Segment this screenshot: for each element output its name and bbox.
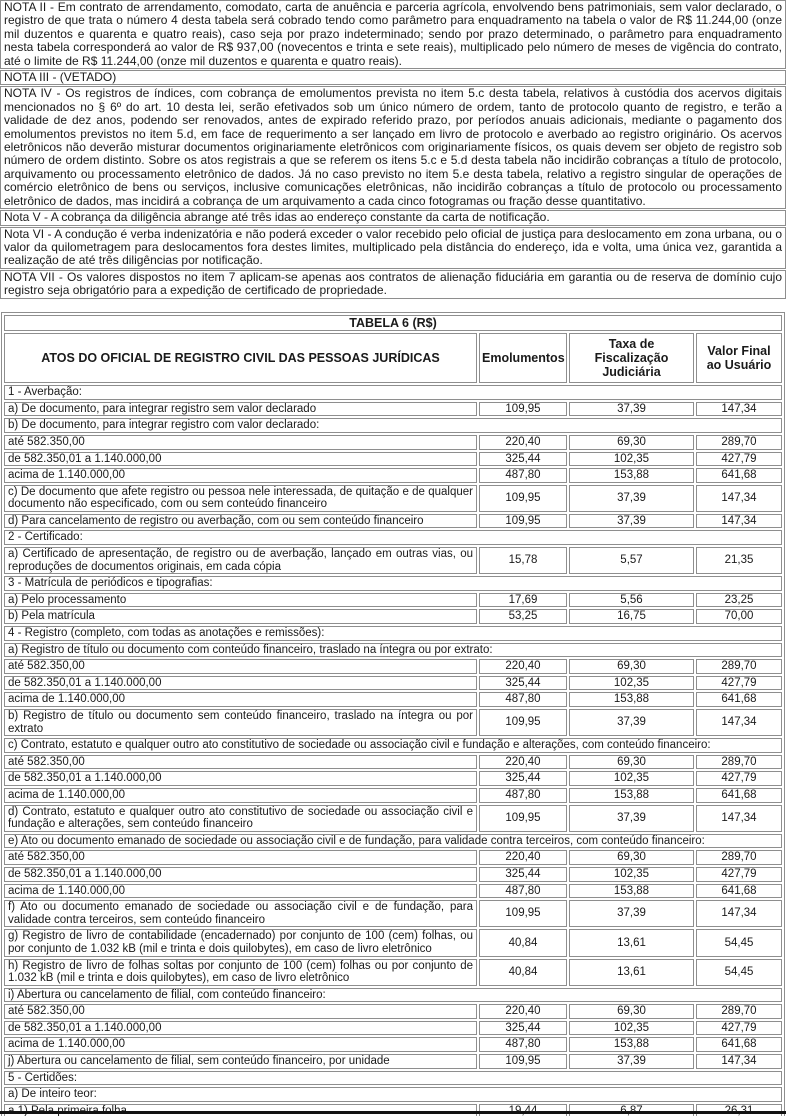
taxa-value: 37,39 bbox=[569, 709, 694, 736]
row-label: a) Certificado de apresentação, de registro ou de averbação, lançado em outras vias, ou reproduções de documentos originais, em cada cópia bbox=[4, 547, 477, 574]
fee-table-body bbox=[4, 385, 782, 1116]
table-row bbox=[4, 452, 782, 467]
valor-final-value: 289,70 bbox=[696, 435, 782, 450]
table-row bbox=[4, 402, 782, 417]
valor-final-value: 641,68 bbox=[696, 884, 782, 899]
table-row bbox=[4, 805, 782, 832]
table-title-row bbox=[4, 315, 782, 332]
row-label: até 582.350,00 bbox=[4, 435, 477, 450]
emolumentos-value: 17,69 bbox=[479, 593, 567, 608]
table-header-row bbox=[4, 333, 782, 383]
valor-final-value: 147,34 bbox=[696, 709, 782, 736]
emolumentos-value: 487,80 bbox=[479, 884, 567, 899]
taxa-value: 153,88 bbox=[569, 692, 694, 707]
taxa-value: 153,88 bbox=[569, 788, 694, 803]
section-label: 3 - Matrícula de periódicos e tipografias: bbox=[4, 576, 782, 591]
section-row bbox=[4, 418, 782, 433]
table-row bbox=[4, 692, 782, 707]
section-label: 4 - Registro (completo, com todas as anotações e remissões): bbox=[4, 626, 782, 641]
emolumentos-value: 220,40 bbox=[479, 659, 567, 674]
taxa-value: 13,61 bbox=[569, 959, 694, 986]
note-nota-iv: NOTA IV - Os registros de índices, com cobrança de emolumentos prevista no item 5.c desta tabela, relativos à custódia dos acervos digitais mencionados no § 6º do art. 10 desta lei, serão efetivados sob um único número de ordem, tanto de protocolo quanto de registro, e terão a validade de dez anos, podendo ser renovados, antes de expirado referido prazo, por períodos anuais adicionais, mediante o pagamento dos emolumentos previstos no item 5.d, em face de requerimento a ser lançado em livro de protocolo e averbado ao registro originário. Os acervos eletrônicos não deverão misturar documentos originariamente eletrônicos com originariamente físicos, os quais devem ser objeto de registro sob número de ordem distinto. Sobre os atos registrais a que se referem os itens 5.c e 5.d desta tabela não incidirão cobranças a título de protocolo, arquivamento ou processamento eletrônico de dados. Já no caso previsto no item 5.e desta tabela, relativo a registro singular de operações de comércio eletrônico de bens ou serviços, inclusive comunicações eletrônicas, não incidirão cobranças a título de protocolo ou processamento eletrônico de dados, mas incidirá a cobrança de um arquivamento a cada cinco fotogramas ou fração desse quantitativo. bbox=[0, 86, 786, 209]
emolumentos-value: 487,80 bbox=[479, 692, 567, 707]
taxa-value: 102,35 bbox=[569, 452, 694, 467]
emolumentos-value: 109,95 bbox=[479, 485, 567, 512]
table-row bbox=[4, 468, 782, 483]
table-row bbox=[4, 1021, 782, 1036]
row-label: h) Registro de livro de folhas soltas por conjunto de 100 (cem) folhas ou por conjunto de 1.032 kB (mil e trinta e dois quilobytes), em caso de livro eletrônico bbox=[4, 959, 477, 986]
taxa-value: 16,75 bbox=[569, 609, 694, 624]
valor-final-value: 641,68 bbox=[696, 1037, 782, 1052]
emolumentos-value: 325,44 bbox=[479, 676, 567, 691]
taxa-value: 13,61 bbox=[569, 929, 694, 956]
valor-final-value: 147,34 bbox=[696, 1054, 782, 1069]
table-row bbox=[4, 659, 782, 674]
section-row bbox=[4, 738, 782, 753]
row-label: a) Pelo processamento bbox=[4, 593, 477, 608]
taxa-value: 69,30 bbox=[569, 659, 694, 674]
table-row bbox=[4, 709, 782, 736]
valor-final-value: 427,79 bbox=[696, 676, 782, 691]
table-title: TABELA 6 (R$) bbox=[4, 315, 782, 332]
table-row bbox=[4, 884, 782, 899]
valor-final-value: 147,34 bbox=[696, 900, 782, 927]
row-label: até 582.350,00 bbox=[4, 659, 477, 674]
emolumentos-value: 220,40 bbox=[479, 1004, 567, 1019]
taxa-value: 37,39 bbox=[569, 485, 694, 512]
emolumentos-value bbox=[479, 1104, 567, 1116]
taxa-value: 102,35 bbox=[569, 771, 694, 786]
valor-final-value: 641,68 bbox=[696, 468, 782, 483]
row-label: até 582.350,00 bbox=[4, 850, 477, 865]
taxa-value: 37,39 bbox=[569, 402, 694, 417]
taxa-value: 5,56 bbox=[569, 593, 694, 608]
valor-final-value: 289,70 bbox=[696, 755, 782, 770]
emolumentos-value: 487,80 bbox=[479, 468, 567, 483]
page-cutoff-rule bbox=[0, 1111, 786, 1114]
table-row bbox=[4, 755, 782, 770]
valor-final-value: 427,79 bbox=[696, 1021, 782, 1036]
row-label: acima de 1.140.000,00 bbox=[4, 468, 477, 483]
table-row bbox=[4, 485, 782, 512]
table-row bbox=[4, 1037, 782, 1052]
emolumentos-value: 40,84 bbox=[479, 929, 567, 956]
column-header-taxa: Taxa de Fiscalização Judiciária bbox=[569, 333, 694, 383]
note-nota-iii: NOTA III - (VETADO) bbox=[0, 70, 786, 85]
note-nota-v: Nota V - A cobrança da diligência abrange até três idas ao endereço constante da carta de notificação. bbox=[0, 210, 786, 225]
valor-final-value: 427,79 bbox=[696, 867, 782, 882]
note-nota-vii: NOTA VII - Os valores dispostos no item 7 aplicam-se apenas aos contratos de alienação fiduciária em garantia ou de reserva de domínio cujo registro seja obrigatório para a expedição de certificado de propriedade. bbox=[0, 270, 786, 299]
emolumentos-value: 487,80 bbox=[479, 1037, 567, 1052]
section-row bbox=[4, 576, 782, 591]
emolumentos-value: 220,40 bbox=[479, 435, 567, 450]
taxa-value: 37,39 bbox=[569, 1054, 694, 1069]
taxa-value: 153,88 bbox=[569, 884, 694, 899]
valor-final-value bbox=[696, 1104, 782, 1116]
section-row bbox=[4, 643, 782, 658]
valor-final-value: 54,45 bbox=[696, 929, 782, 956]
section-label: c) Contrato, estatuto e qualquer outro ato constitutivo de sociedade ou associação civil e fundação e alterações, com conteúdo financeiro: bbox=[4, 738, 782, 753]
table-row bbox=[4, 850, 782, 865]
emolumentos-value: 109,95 bbox=[479, 402, 567, 417]
valor-final-value: 289,70 bbox=[696, 850, 782, 865]
table-row bbox=[4, 959, 782, 986]
row-label: acima de 1.140.000,00 bbox=[4, 692, 477, 707]
row-label: de 582.350,01 a 1.140.000,00 bbox=[4, 771, 477, 786]
valor-final-value: 54,45 bbox=[696, 959, 782, 986]
column-header-valor-final: Valor Final ao Usuário bbox=[696, 333, 782, 383]
row-label: acima de 1.140.000,00 bbox=[4, 884, 477, 899]
taxa-value: 69,30 bbox=[569, 850, 694, 865]
emolumentos-value: 109,95 bbox=[479, 900, 567, 927]
emolumentos-value: 325,44 bbox=[479, 771, 567, 786]
emolumentos-value: 15,78 bbox=[479, 547, 567, 574]
valor-final-value: 147,34 bbox=[696, 805, 782, 832]
section-row bbox=[4, 1071, 782, 1086]
row-label: acima de 1.140.000,00 bbox=[4, 788, 477, 803]
taxa-value bbox=[569, 1104, 694, 1116]
section-label: b) De documento, para integrar registro com valor declarado: bbox=[4, 418, 782, 433]
section-label: a) Registro de título ou documento com conteúdo financeiro, traslado na íntegra ou por extrato: bbox=[4, 643, 782, 658]
row-label: b) Pela matrícula bbox=[4, 609, 477, 624]
section-row bbox=[4, 626, 782, 641]
row-label: d) Contrato, estatuto e qualquer outro ato constitutivo de sociedade ou associação civil e fundação e alterações, sem conteúdo financeiro bbox=[4, 805, 477, 832]
row-label: de 582.350,01 a 1.140.000,00 bbox=[4, 676, 477, 691]
row-label: b) Registro de título ou documento sem conteúdo financeiro, traslado na íntegra ou por extrato bbox=[4, 709, 477, 736]
table-row bbox=[4, 593, 782, 608]
table-row bbox=[4, 788, 782, 803]
emolumentos-value: 325,44 bbox=[479, 867, 567, 882]
row-label: até 582.350,00 bbox=[4, 1004, 477, 1019]
note-nota-vi: Nota VI - A condução é verba indenizatória e não poderá exceder o valor recebido pelo oficial de justiça para deslocamento em zona urbana, ou o valor da quilometragem para deslocamentos fora destes limites, multiplicado pela distância do endereço, ida e volta, uma única vez, garantida a realização de até três diligências por notificação. bbox=[0, 227, 786, 269]
section-label: 5 - Certidões: bbox=[4, 1071, 782, 1086]
valor-final-value: 289,70 bbox=[696, 659, 782, 674]
valor-final-value: 70,00 bbox=[696, 609, 782, 624]
valor-final-value: 427,79 bbox=[696, 452, 782, 467]
section-row bbox=[4, 1087, 782, 1102]
row-label bbox=[4, 1104, 477, 1116]
table-row bbox=[4, 609, 782, 624]
section-label: 2 - Certificado: bbox=[4, 530, 782, 545]
taxa-value: 153,88 bbox=[569, 468, 694, 483]
valor-final-value: 641,68 bbox=[696, 788, 782, 803]
section-row bbox=[4, 834, 782, 849]
taxa-value: 69,30 bbox=[569, 1004, 694, 1019]
row-label: c) De documento que afete registro ou pessoa nele interessada, de quitação e de qualquer documento não especificado, com ou sem conteúdo financeiro bbox=[4, 485, 477, 512]
table-row bbox=[4, 547, 782, 574]
taxa-value: 153,88 bbox=[569, 1037, 694, 1052]
table-row bbox=[4, 514, 782, 529]
row-label: f) Ato ou documento emanado de sociedade ou associação civil e de fundação, para validade contra terceiros, sem conteúdo financeiro bbox=[4, 900, 477, 927]
row-label: de 582.350,01 a 1.140.000,00 bbox=[4, 867, 477, 882]
fee-table bbox=[1, 312, 785, 1116]
section-gap bbox=[0, 300, 786, 312]
emolumentos-value: 109,95 bbox=[479, 805, 567, 832]
valor-final-value: 147,34 bbox=[696, 485, 782, 512]
taxa-value: 102,35 bbox=[569, 676, 694, 691]
table-row bbox=[4, 929, 782, 956]
valor-final-value: 147,34 bbox=[696, 514, 782, 529]
notes-section bbox=[0, 0, 786, 299]
row-label: j) Abertura ou cancelamento de filial, sem conteúdo financeiro, por unidade bbox=[4, 1054, 477, 1069]
section-label: 1 - Averbação: bbox=[4, 385, 782, 400]
valor-final-value: 23,25 bbox=[696, 593, 782, 608]
row-label: d) Para cancelamento de registro ou averbação, com ou sem conteúdo financeiro bbox=[4, 514, 477, 529]
note-nota-ii: NOTA II - Em contrato de arrendamento, comodato, carta de anuência e parceria agrícola, envolvendo bens patrimoniais, sem valor declarado, o registro de que trata o número 4 desta tabela será cobrado tendo como parâmetro para enquadramento na tabela o valor de R$ 11.244,00 (onze mil duzentos e quarenta e quatro reais), caso seja por prazo indeterminado; sendo por prazo determinado, o parâmetro para enquadramento nesta tabela corresponderá ao valor de R$ 937,00 (novecentos e trinta e sete reais), multiplicado pelo número de meses de vigência do contrato, até o limite de R$ 11.244,00 (onze mil duzentos e quarenta e quatro reais). bbox=[0, 0, 786, 69]
row-label: acima de 1.140.000,00 bbox=[4, 1037, 477, 1052]
section-label: e) Ato ou documento emanado de sociedade ou associação civil e de fundação, para validade contra terceiros, com conteúdo financeiro: bbox=[4, 834, 782, 849]
taxa-value: 37,39 bbox=[569, 514, 694, 529]
taxa-value: 69,30 bbox=[569, 435, 694, 450]
emolumentos-value: 40,84 bbox=[479, 959, 567, 986]
emolumentos-value: 109,95 bbox=[479, 514, 567, 529]
emolumentos-value: 220,40 bbox=[479, 755, 567, 770]
emolumentos-value: 487,80 bbox=[479, 788, 567, 803]
column-header-emolumentos: Emolumentos bbox=[479, 333, 567, 383]
taxa-value: 102,35 bbox=[569, 867, 694, 882]
table-row bbox=[4, 435, 782, 450]
valor-final-value: 21,35 bbox=[696, 547, 782, 574]
emolumentos-value: 325,44 bbox=[479, 1021, 567, 1036]
row-label: g) Registro de livro de contabilidade (encadernado) por conjunto de 100 (cem) folhas, ou por conjunto de 1.032 kB (mil e trinta e dois quilobytes), em caso de livro eletrônico bbox=[4, 929, 477, 956]
table-row bbox=[4, 771, 782, 786]
valor-final-value: 147,34 bbox=[696, 402, 782, 417]
table-row bbox=[4, 676, 782, 691]
emolumentos-value: 53,25 bbox=[479, 609, 567, 624]
section-row bbox=[4, 385, 782, 400]
table-row bbox=[4, 1004, 782, 1019]
taxa-value: 37,39 bbox=[569, 900, 694, 927]
table-row bbox=[4, 1104, 782, 1116]
row-label: até 582.350,00 bbox=[4, 755, 477, 770]
table-row bbox=[4, 1054, 782, 1069]
section-row bbox=[4, 988, 782, 1003]
section-label: i) Abertura ou cancelamento de filial, com conteúdo financeiro: bbox=[4, 988, 782, 1003]
taxa-value: 69,30 bbox=[569, 755, 694, 770]
table-row bbox=[4, 867, 782, 882]
column-header-atos: ATOS DO OFICIAL DE REGISTRO CIVIL DAS PESSOAS JURÍDICAS bbox=[4, 333, 477, 383]
row-label: de 582.350,01 a 1.140.000,00 bbox=[4, 452, 477, 467]
section-label: a) De inteiro teor: bbox=[4, 1087, 782, 1102]
valor-final-value: 427,79 bbox=[696, 771, 782, 786]
valor-final-value: 289,70 bbox=[696, 1004, 782, 1019]
taxa-value: 37,39 bbox=[569, 805, 694, 832]
emolumentos-value: 220,40 bbox=[479, 850, 567, 865]
row-label: de 582.350,01 a 1.140.000,00 bbox=[4, 1021, 477, 1036]
emolumentos-value: 109,95 bbox=[479, 1054, 567, 1069]
section-row bbox=[4, 530, 782, 545]
taxa-value: 5,57 bbox=[569, 547, 694, 574]
taxa-value: 102,35 bbox=[569, 1021, 694, 1036]
row-label: a) De documento, para integrar registro sem valor declarado bbox=[4, 402, 477, 417]
emolumentos-value: 109,95 bbox=[479, 709, 567, 736]
valor-final-value: 641,68 bbox=[696, 692, 782, 707]
table-row bbox=[4, 900, 782, 927]
emolumentos-value: 325,44 bbox=[479, 452, 567, 467]
